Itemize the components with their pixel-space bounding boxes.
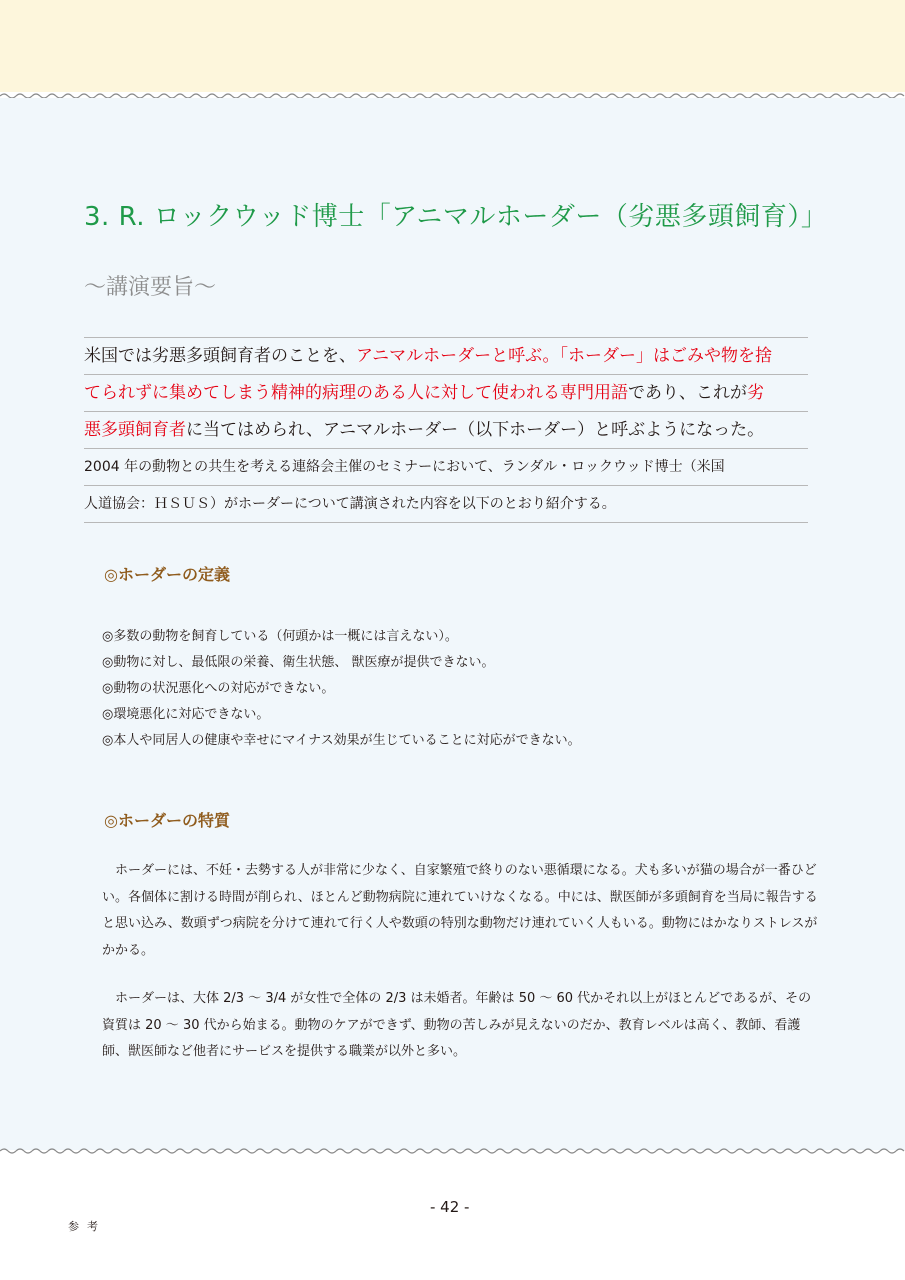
page-title: 3. R. ロックウッド博士「アニマルホーダー（劣悪多頭飼育）」 — [84, 202, 828, 232]
intro-highlight: アニマルホーダーと呼ぶ。「ホーダー」はごみや物を捨 — [356, 346, 772, 366]
list-item: ◎動物に対し、最低限の栄養、衛生状態、 獣医療が提供できない。 — [102, 655, 495, 670]
intro-highlight: 劣 — [747, 383, 764, 403]
traits-heading: ◎ホーダーの特質 — [104, 811, 230, 830]
list-item: ◎本人や同居人の健康や幸せにマイナス効果が生じていることに対応ができない。 — [102, 733, 581, 748]
bottom-wave-divider — [0, 1146, 905, 1156]
page-number: - 42 - — [430, 1198, 470, 1216]
definition-list — [102, 624, 581, 754]
intro-highlight: てられずに集めてしまう精神的病理のある人に対して使われる専門用語 — [84, 383, 628, 403]
intro-line-3 — [84, 411, 808, 448]
top-banner — [0, 0, 905, 92]
intro-block — [84, 337, 808, 523]
page-subtitle: 〜講演要旨〜 — [84, 275, 217, 300]
intro-line-1 — [84, 337, 808, 374]
intro-line-5: 人道協会：ＨＳＵＳ）がホーダーについて講演された内容を以下のとおり紹介する。 — [84, 485, 808, 523]
intro-line-2 — [84, 374, 808, 411]
intro-text: に当てはめられ、アニマルホーダー（以下ホーダー）と呼ぶようになった。 — [186, 420, 765, 440]
list-item: ◎環境悪化に対応できない。 — [102, 707, 270, 722]
list-item: ◎多数の動物を飼育している（何頭かは一概には言えない）。 — [102, 629, 458, 644]
traits-paragraph-1: ホーダーには、不妊・去勢する人が非常に少なく、自家繁殖で終りのない悪循環になる。犬も多いが猫の場合が一番ひどい。各個体に割ける時間が削られ、ほとんど動物病院に連れていけなくなる。中には、獣医師が多頭飼育を当局に報告すると思い込み、数頭ずつ病院を分けて連れて行く人や数頭の特別な動物だけ連れていく人もいる。動物にはかなりストレスがかかる。 — [102, 863, 818, 958]
section-label: 参考 — [68, 1220, 106, 1233]
intro-highlight: 悪多頭飼育者 — [84, 420, 186, 440]
intro-text: 米国では劣悪多頭飼育者のことを、 — [84, 346, 356, 366]
intro-text: であり、これが — [628, 383, 747, 403]
definition-heading: ◎ホーダーの定義 — [104, 565, 230, 584]
intro-line-4: 2004 年の動物との共生を考える連絡会主催のセミナーにおいて、ランダル・ロックウッド博士（米国 — [84, 448, 808, 485]
list-item: ◎動物の状況悪化への対応ができない。 — [102, 681, 335, 696]
traits-paragraph-2: ホーダーは、大体 2/3 〜 3/4 が女性で全体の 2/3 は未婚者。年齢は 50 〜 60 代かそれ以上がほとんどであるが、その資質は 20 〜 30 代から始まる。動物のケアができず、動物の苦しみが見えないのだか、教育レベルは高く、教師、看護師、獣医師など他者にサービスを提供する職業が以外と多い。 — [102, 991, 812, 1059]
